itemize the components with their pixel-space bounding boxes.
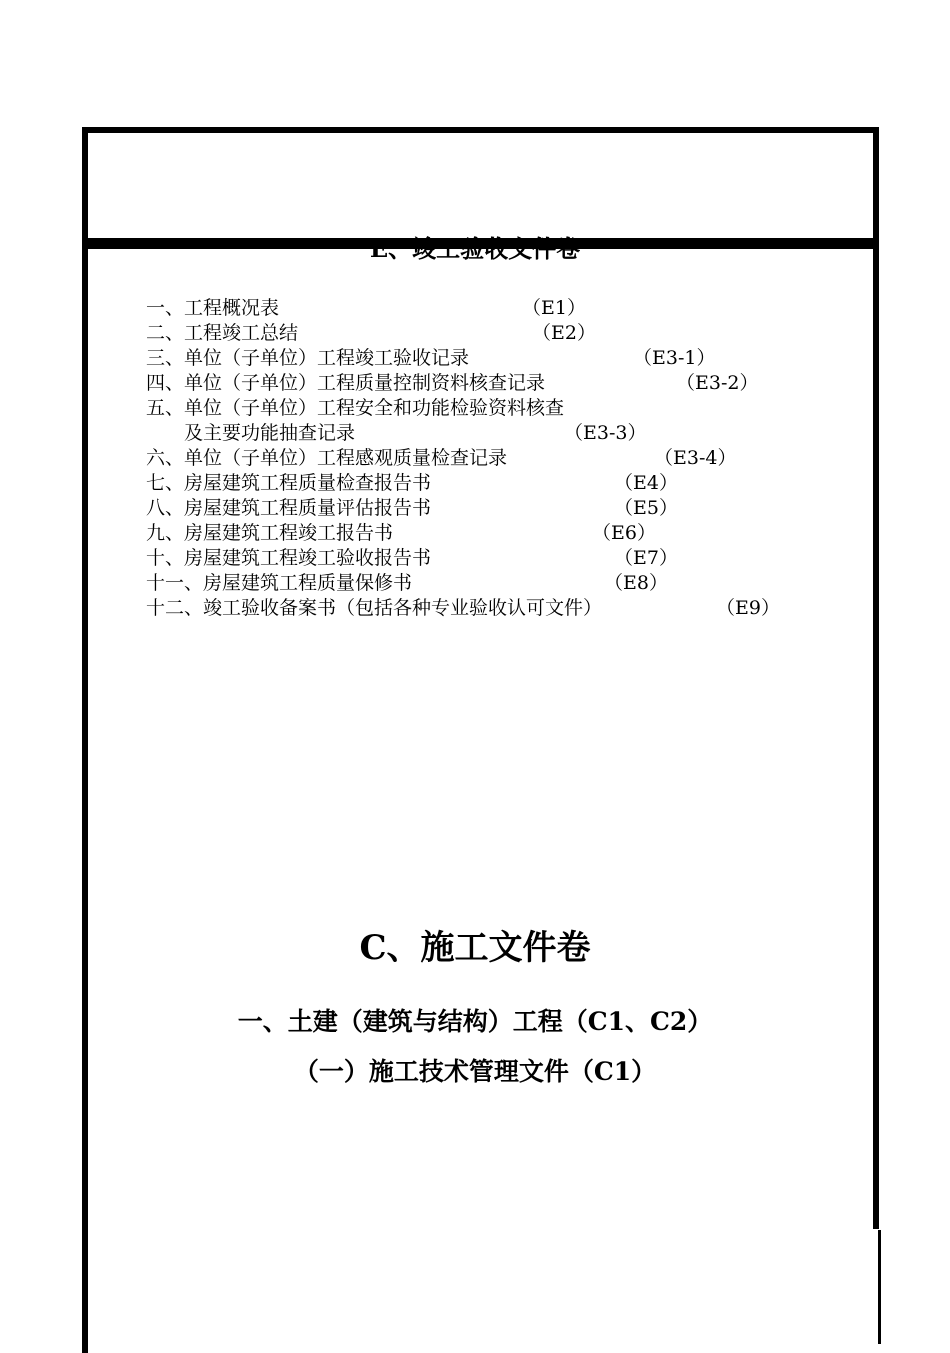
list-item-code: （E6） [592,522,656,544]
list-item [146,546,846,571]
list-item [146,596,846,621]
top-frame [82,127,879,244]
list-item [146,296,846,321]
section-e-title: E、竣工验收文件卷 [369,234,581,263]
list-item-code: （E3-1） [633,347,716,369]
list-item-code: （E8） [604,572,668,594]
list-item-text: 九、房屋建筑工程竣工报告书 [146,522,394,544]
list-item-text: 八、房屋建筑工程质量评估报告书 [146,497,432,519]
list-item-code: （E3-2） [676,372,759,394]
list-item-text: 十、房屋建筑工程竣工验收报告书 [146,547,432,569]
list-item-code: （E3-3） [564,422,647,444]
list-item [146,571,846,596]
list-item-text: 五、单位（子单位）工程安全和功能检验资料核查 [146,397,565,419]
list-item [146,496,846,521]
list-item [146,446,846,471]
main-frame-right-border-lower [878,1230,881,1344]
list-item-code: （E1） [522,297,586,319]
list-item-text: 四、单位（子单位）工程质量控制资料核查记录 [146,372,546,394]
list-item-text: 及主要功能抽查记录 [146,422,356,444]
list-item-code: （E5） [614,497,678,519]
section-e-list [146,296,846,621]
section-c-subtitle-1: 一、土建（建筑与结构）工程（C1、C2） [237,1007,713,1036]
list-item-text: 三、单位（子单位）工程竣工验收记录 [146,347,470,369]
list-item [146,521,846,546]
list-item-code: （E4） [614,472,678,494]
list-item-code: （E7） [614,547,678,569]
list-item-code: （E3-4） [654,447,737,469]
list-item-text: 一、工程概况表 [146,297,280,319]
list-item [146,421,846,446]
section-c-subtitle-2: （一）施工技术管理文件（C1） [293,1057,657,1086]
list-item [146,346,846,371]
list-item-code: （E2） [532,322,596,344]
list-item-text: 七、房屋建筑工程质量检查报告书 [146,472,432,494]
list-item [146,396,846,421]
list-item [146,471,846,496]
list-item-text: 十二、竣工验收备案书（包括各种专业验收认可文件） [146,597,603,619]
list-item [146,321,846,346]
list-item-text: 二、工程竣工总结 [146,322,299,344]
list-item-text: 十一、房屋建筑工程质量保修书 [146,572,413,594]
list-item-text: 六、单位（子单位）工程感观质量检查记录 [146,447,508,469]
list-item [146,371,846,396]
list-item-code: （E9） [716,597,780,619]
section-c-title: C、施工文件卷 [359,928,591,968]
